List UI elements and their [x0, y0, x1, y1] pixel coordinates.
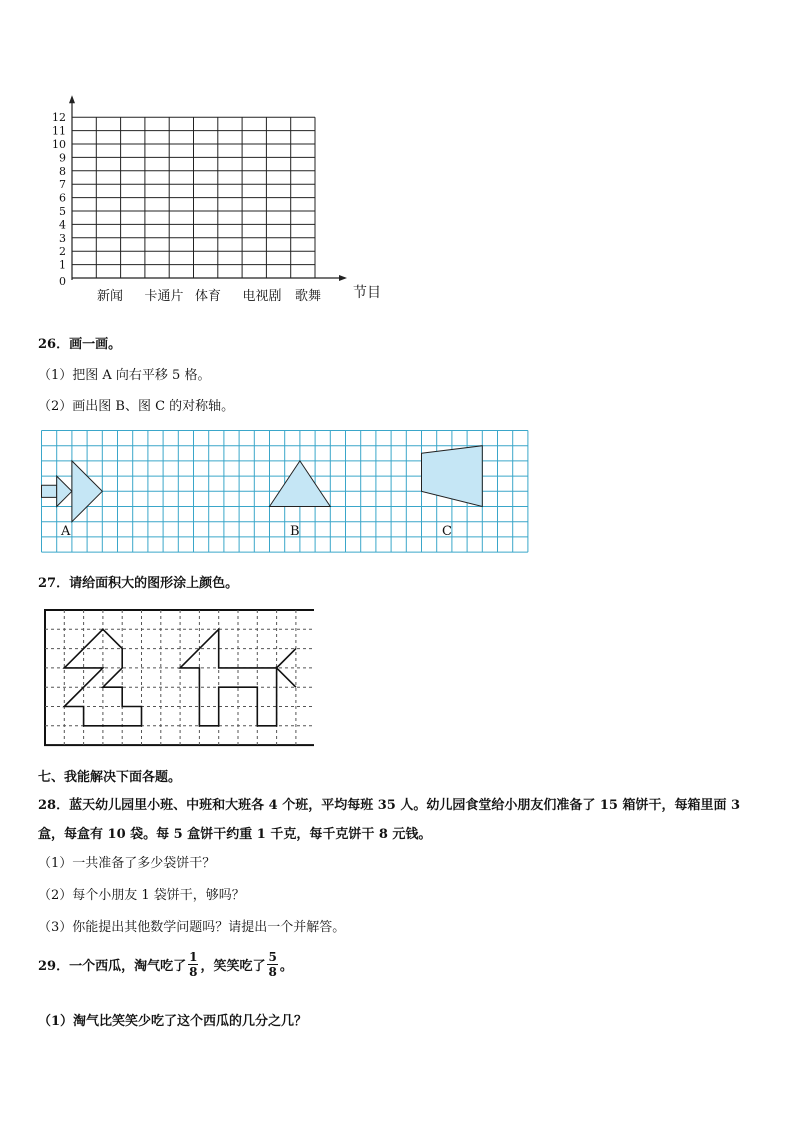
y-tick-label: 8 [59, 164, 66, 178]
q26-part2: （2）画出图 B、图 C 的对称轴。 [38, 399, 235, 414]
fraction-2-numerator: 5 [268, 950, 277, 964]
y-tick-label: 6 [59, 191, 66, 205]
q28-part1: （1）一共准备了多少袋饼干？ [38, 856, 216, 871]
q27-title: 27．请给面积大的图形涂上颜色。 [38, 576, 239, 591]
y-tick-label: 7 [59, 178, 66, 192]
q26-grid-svg [41, 430, 531, 555]
fraction-1 [188, 950, 198, 979]
y-tick-label: 3 [59, 231, 66, 245]
x-category-label: 体育 [194, 289, 222, 304]
shape-b-triangle [270, 461, 331, 507]
q26-part1: （1）把图 A 向右平移 5 格。 [38, 368, 211, 383]
x-category-label: 歌舞 [294, 289, 322, 304]
x-category-label: 卡通片 [144, 289, 184, 304]
y-tick-label: 2 [59, 245, 66, 259]
y-tick-label: 11 [52, 124, 66, 138]
q28-line1: 28．蓝天幼儿园里小班、中班和大班各 4 个班，平均每班 35 人。幼儿园食堂给小朋友们准备了 15 箱饼干，每箱里面 3 [38, 798, 741, 813]
q29-suffix: 。 [279, 959, 293, 974]
q28-part3: （3）你能提出其他数学问题吗？请提出一个并解答。 [38, 920, 346, 935]
q27-grid-svg [44, 609, 314, 751]
q27-border [45, 610, 314, 745]
section7-title: 七、我能解决下面各题。 [38, 770, 182, 785]
y-tick-label: 4 [59, 218, 66, 232]
fraction-2 [267, 950, 277, 979]
q29-middle: ，笑笑吃了 [200, 959, 266, 974]
y-tick-label: 1 [59, 258, 66, 272]
y-tick-label: 10 [52, 138, 66, 151]
x-category-label: 新闻 [96, 289, 124, 304]
q29-line [38, 950, 293, 979]
y-axis-arrow [69, 95, 75, 103]
shape-a-stem [42, 485, 57, 497]
q27-figure [44, 609, 314, 751]
shape-c-trapezoid [422, 446, 483, 507]
fraction-1-denominator: 8 [189, 965, 198, 979]
label-b: B [290, 524, 300, 539]
x-category-label: 电视剧 [242, 289, 282, 304]
y-tick-label: 0 [59, 275, 66, 288]
shape-a-head-small [57, 476, 72, 506]
y-tick-label: 5 [59, 205, 66, 218]
fraction-1-numerator: 1 [189, 950, 198, 964]
fraction-2-denominator: 8 [268, 965, 277, 979]
q26-grid-figure [41, 430, 531, 555]
y-tick-label: 9 [59, 151, 66, 165]
q29-prefix: 29．一个西瓜，淘气吃了 [38, 959, 187, 974]
label-c: C [442, 524, 452, 539]
q26-title: 26．画一画。 [38, 337, 122, 352]
label-a: A [61, 524, 71, 539]
x-axis-arrow [339, 275, 347, 281]
x-axis-title: 节目 [353, 285, 381, 301]
bar-chart-svg [30, 80, 381, 310]
q28-line2: 盒，每盒有 10 袋。每 5 盒饼干约重 1 千克，每千克饼干 8 元钱。 [38, 827, 432, 842]
bar-chart [30, 80, 381, 310]
q28-part2: （2）每个小朋友 1 袋饼干，够吗？ [38, 888, 245, 903]
y-tick-label: 12 [52, 111, 66, 125]
q29-part1: （1）淘气比笑笑少吃了这个西瓜的几分之几？ [38, 1014, 308, 1029]
